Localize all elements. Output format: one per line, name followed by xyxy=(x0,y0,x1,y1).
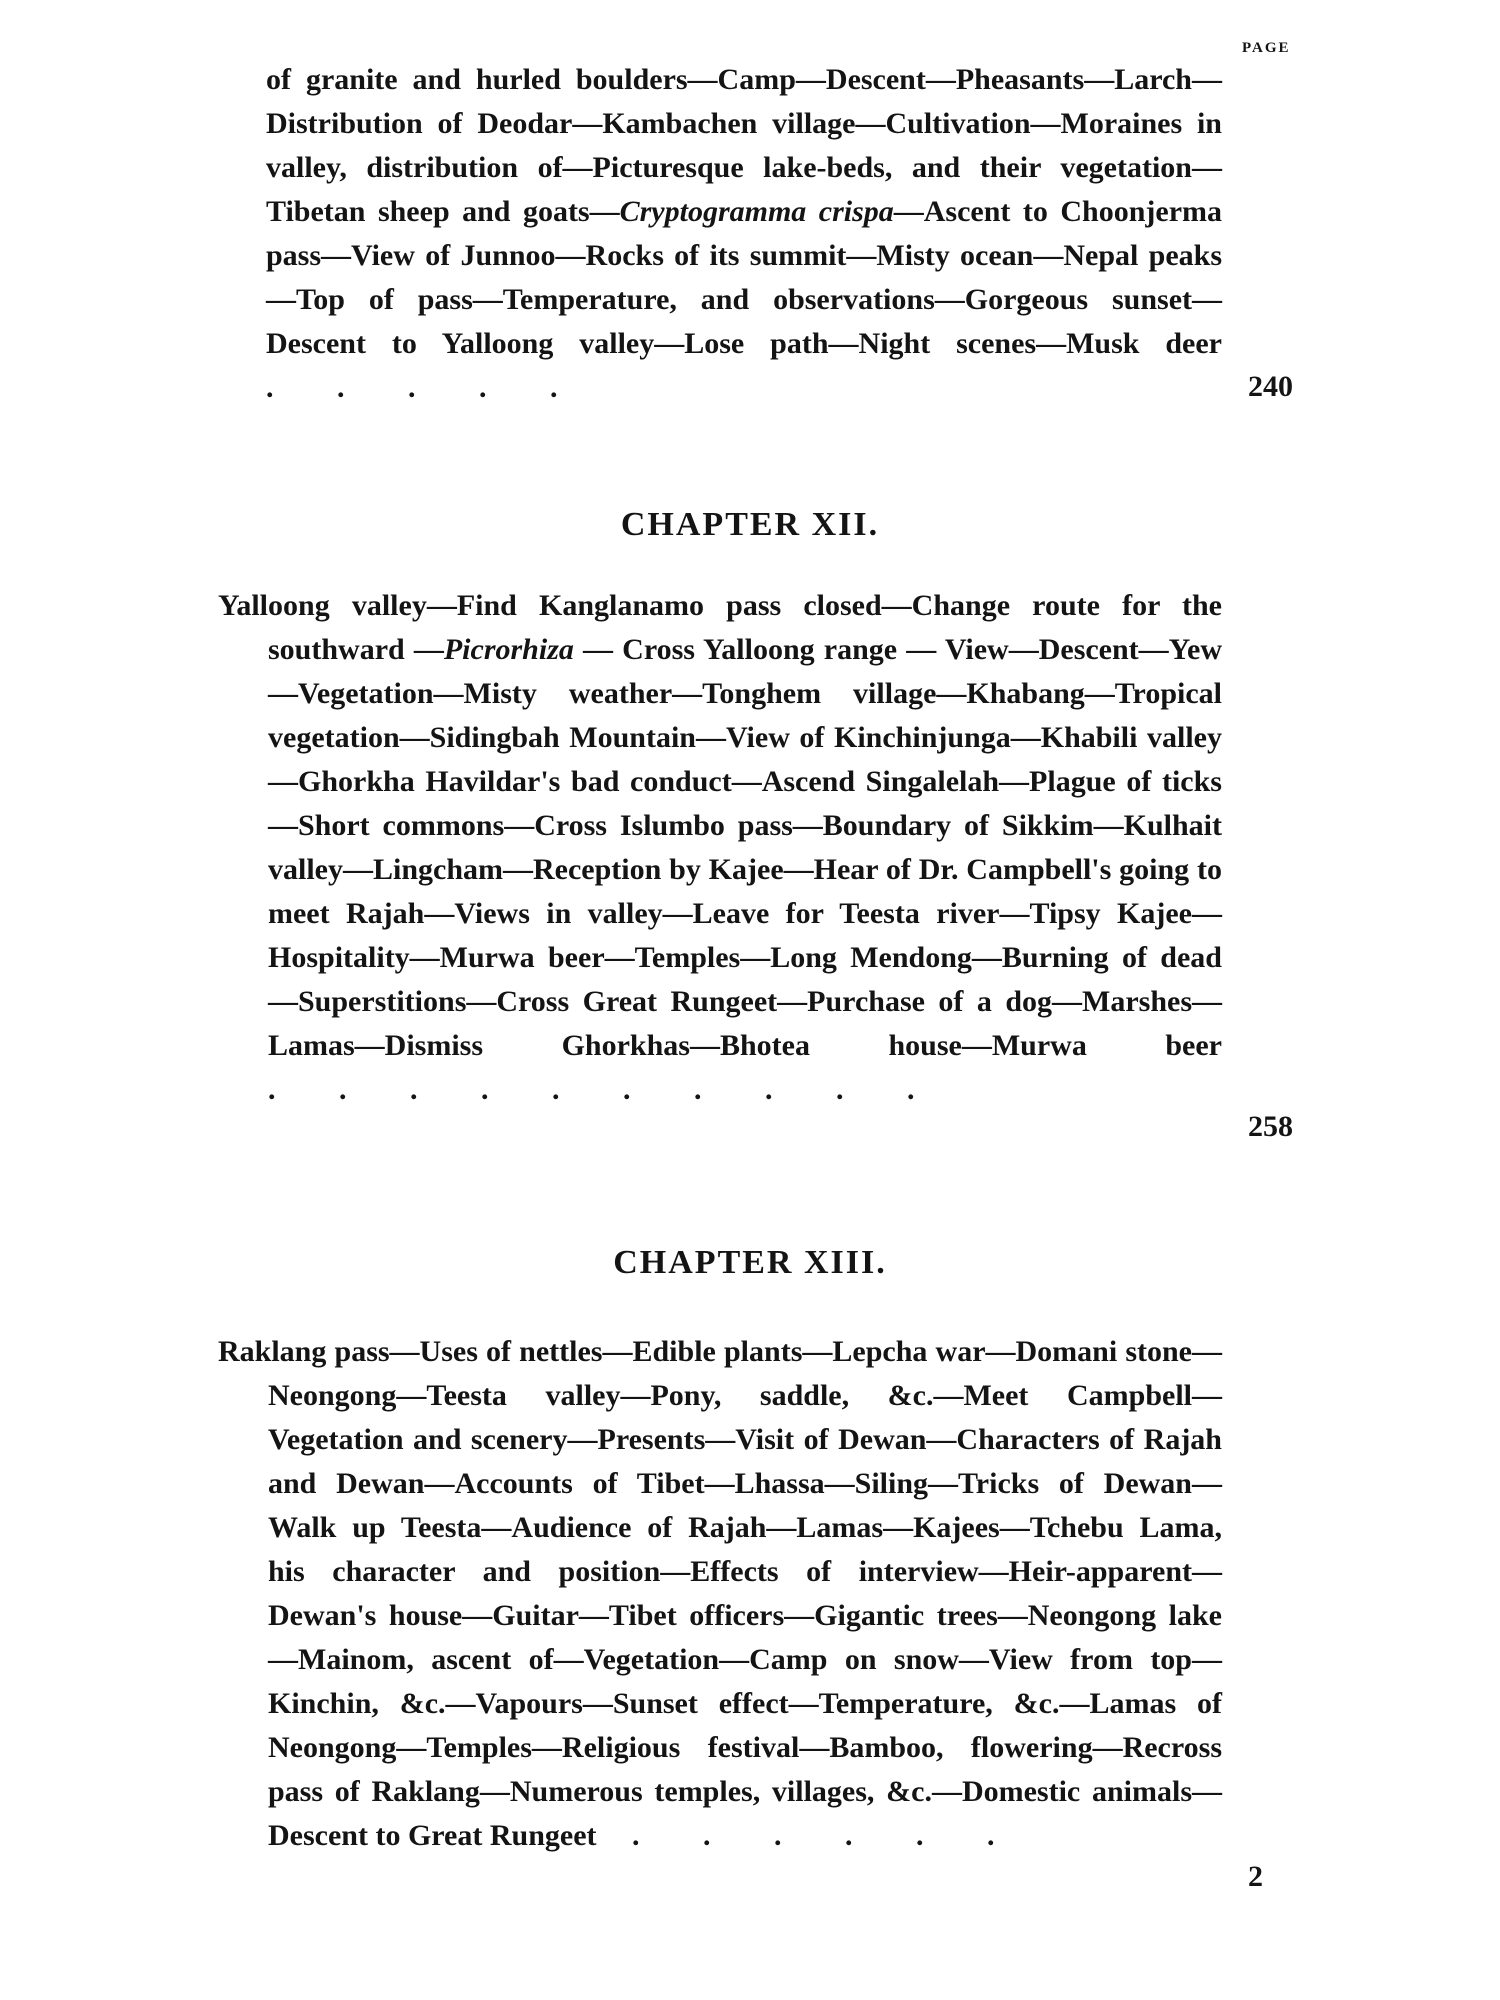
page-number: 240 xyxy=(1248,370,1293,403)
leader-dots: . . . . . . xyxy=(596,1819,1023,1852)
entry-text-part: Yalloong valley—Find Kanglanamo pass closed—Change route for the southward — xyxy=(218,589,1222,666)
entry-text-part: — Cross Yalloong range — View—Descent—Yew—Vegetation—Misty weather—Tonghem village—Khabang—Tropical vegetation—Sidingbah Mountain—View of Kinchinjunga—Khabili valley—Ghorkha Havildar's bad conduct—Ascend Singalelah—Plague of ticks—Short commons—Cross Islumbo pass—Boundary of Sikkim—Kulhait valley—Lingcham—Reception by Kajee—Hear of Dr. Campbell's going to meet Rajah—Views in valley—Leave for Teesta river—Tipsy Kajee—Hospitality—Murwa beer—Temples—Long Mendong—Burning of dead—Superstitions—Cross Great Rungeet—Purchase of a dog—Marshes—Lamas—Dismiss Ghorkhas—Bhotea house—Murwa beer xyxy=(268,633,1222,1062)
entry-text-italic: Picrorhiza xyxy=(443,633,574,666)
page-number: 2 xyxy=(1248,1860,1263,1893)
entry-text-part: of granite and hurled boulders—Camp—Descent—Pheasants—Larch—Distribution of Deodar—Kambachen village—Cultivation—Moraines in valley, distribution of—Picturesque lake-beds, and their vegetation—Tibetan sheep and goats— xyxy=(266,63,1222,228)
entry-text-italic: Cryptogramma crispa xyxy=(619,195,894,228)
page-label: PAGE xyxy=(1242,40,1291,56)
chapter-heading: CHAPTER XII. xyxy=(620,506,880,543)
leader-dots: . . . . . . . . . . xyxy=(268,1073,943,1106)
entry-text-part: Raklang pass—Uses of nettles—Edible plants—Lepcha war—Domani stone—Neongong—Teesta valley—Pony, saddle, &c.—Meet Campbell—Vegetation and scenery—Presents—Visit of Dewan—Characters of Rajah and Dewan—Accounts of Tibet—Lhassa—Siling—Tricks of Dewan—Walk up Teesta—Audience of Rajah—Lamas—Kajees—Tchebu Lama, his character and position—Effects of interview—Heir-apparent—Dewan's house—Guitar—Tibet officers—Gigantic trees—Neongong lake—Mainom, ascent of—Vegetation—Camp on snow—View from top—Kinchin, &c.—Vapours—Sunset effect—Temperature, &c.—Lamas of Neongong—Temples—Religious festival—Bamboo, flowering—Recross pass of Raklang—Numerous temples, villages, &c.—Domestic animals—Descent to Great Rungeet xyxy=(218,1335,1222,1852)
entry-text-part: —Ascent to Choonjerma pass—View of Junnoo—Rocks of its summit—Misty ocean—Nepal peaks—Top of pass—Temperature, and observations—Gorgeous sunset—Descent to Yalloong valley—Lose path—Night scenes—Musk deer xyxy=(266,195,1222,360)
toc-entry-chapter-12 xyxy=(218,584,1222,1112)
toc-entry-chapter-13 xyxy=(218,1330,1222,1858)
chapter-heading: CHAPTER XIII. xyxy=(613,1244,887,1281)
leader-dots: . . . . . xyxy=(266,371,586,404)
toc-entry-chapter-11-continued xyxy=(266,58,1222,410)
page-number: 258 xyxy=(1248,1110,1293,1143)
